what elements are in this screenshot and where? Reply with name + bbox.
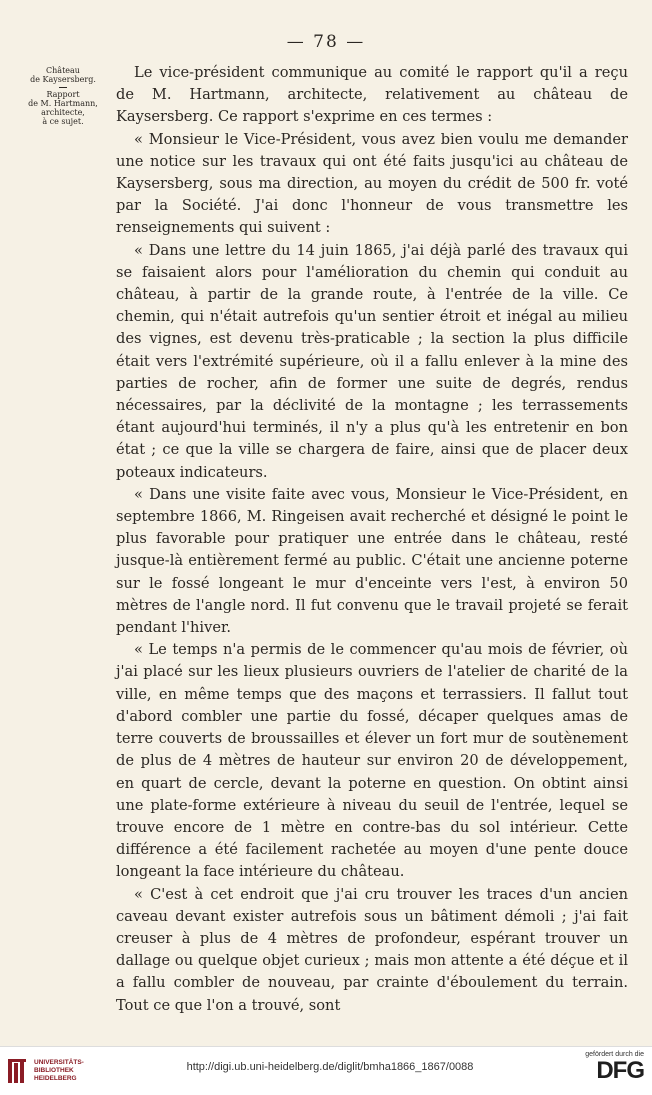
library-logo[interactable] xyxy=(6,1055,116,1089)
paragraph-intro: Le vice-président communique au comité le rapport qu'il a reçu de M. Hartmann, architecte, relativement au château de Kaysersberg. Ce rapport s'exprime en ces termes : xyxy=(116,64,628,126)
margin-note-chateau: Château de Kaysersberg. xyxy=(30,66,96,84)
body-text xyxy=(116,62,628,1017)
margin-note-rapport: Rapport de M. Hartmann, architecte, à ce sujet. xyxy=(28,90,98,126)
dfg-logo: DFG xyxy=(596,1057,644,1084)
permalink-url[interactable]: http://digi.ub.uni-heidelberg.de/diglit/bmha1866_1867/0088 xyxy=(186,1061,474,1073)
paragraph-travaux: « Le temps n'a permis de le commencer qu'au mois de février, où j'ai placé sur les lieux plusieurs ouvriers de l'atelier de charité de la ville, en même temps que des maçons et terrassiers. Il fallut tout d'abord combler une partie du fossé, décaper quelques amas de terre couverts de broussailles et élever un fort mur de soutènement de plus de 4 mètres de hauteur sur environ 20 de développement, en quart de cercle, devant la poterne en question. On obtint ainsi une plate-forme extérieure à niveau du seuil de l'entrée, lequel se trouve encore de 1 mètre en contre-bas du sol intérieur. Cette différence a été facilement rachetée au moyen d'une pente douce longeant la face intérieure du château. xyxy=(116,641,628,881)
margin-note-divider xyxy=(59,87,67,88)
library-name: UNIVERSITÄTS- BIBLIOTHEK HEIDELBERG xyxy=(34,1059,84,1082)
margin-notes xyxy=(18,66,108,126)
library-logo-icon xyxy=(6,1057,30,1085)
paragraph-caveau: « C'est à cet endroit que j'ai cru trouver les traces d'un ancien caveau devant exister autrefois sous un bâtiment démoli ; j'ai fait creuser à plus de 4 mètres de profondeur, espérant trouver un dallage ou quelque objet curieux ; mais mon attente a été déçue et il a fallu combler de nouveau, par crainte d'éboulement du terrain. Tout ce que l'on a trouvé, sont xyxy=(116,885,628,1014)
funding-caption: gefördert durch die xyxy=(585,1051,644,1058)
viewer-footer xyxy=(0,1046,652,1095)
paragraph-chemin: « Dans une lettre du 14 juin 1865, j'ai déjà parlé des travaux qui se faisaient alors pour l'amélioration du chemin qui conduit au château, à partir de la grande route, à l'entrée de la ville. Ce chemin, qui n'était autrefois qu'un sentier étroit et inégal au milieu des vignes, est devenu très-praticable ; la section la plus difficile était vers l'extrémité supérieure, où il a fallu enlever à la mine des parties de rocher, afin de former une suite de degrés, rendus nécessaires, par la déclivité de la montagne ; les terrassements étant aujourd'hui terminés, il n'y a plus qu'à les entretenir en bon état ; ce que la ville se chargera de faire, ainsi que de placer deux poteaux indicateurs. xyxy=(116,241,628,481)
paragraph-salutation: « Monsieur le Vice-Président, vous avez bien voulu me demander une notice sur les travaux qui ont été faits jusqu'ici au château de Kaysersberg, sous ma direction, au moyen du crédit de 500 fr. voté par la Société. J'ai donc l'honneur de vous transmettre les renseignements qui suivent : xyxy=(116,130,628,237)
paragraph-visite: « Dans une visite faite avec vous, Monsieur le Vice-Président, en septembre 1866, M. Ringeisen avait recherché et désigné le point le plus favorable pour pratiquer une entrée dans le château, resté jusque-là entièrement fermé au public. C'était une ancienne poterne sur le fossé longeant le mur d'enceinte vers l'est, à environ 50 mètres de l'angle nord. Il fut convenu que le travail projeté se ferait pendant l'hiver. xyxy=(116,485,628,637)
page-number: — 78 — xyxy=(286,32,366,52)
funder-block[interactable] xyxy=(564,1051,644,1084)
